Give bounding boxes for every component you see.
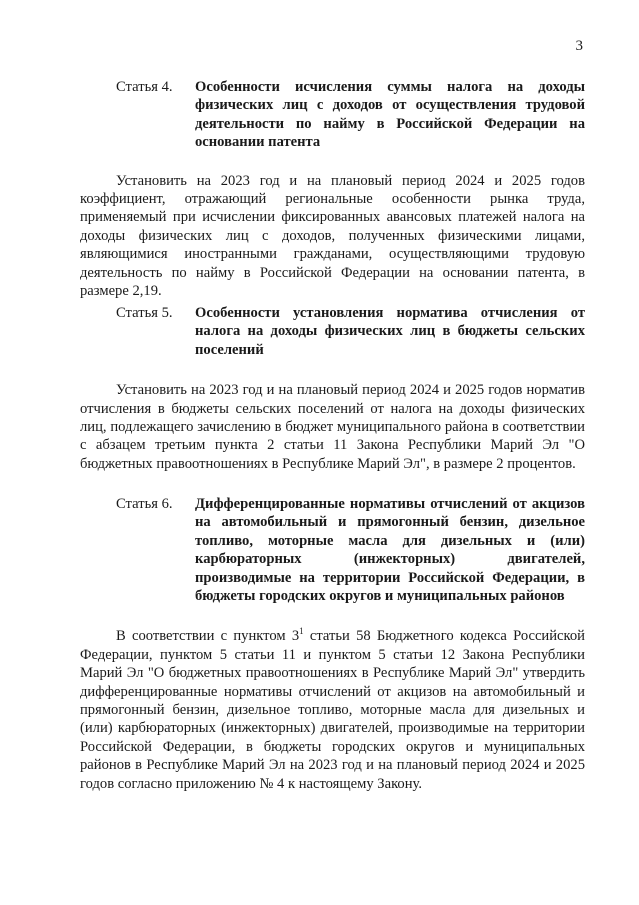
article-4	[80, 78, 585, 300]
article-6-header	[80, 495, 585, 605]
article-6-title: Дифференцированные нормативы отчислений от акцизов на автомобильный и прямогонный бензин, дизельное топливо, моторные масла для дизельных и (или) карбюраторных (инжекторных) двигателей, производимые на территории Российской Федерации, в бюджеты городских округов и муниципальных районов	[195, 496, 585, 605]
article-6-body	[80, 627, 585, 793]
article-5-title: Особенности установления норматива отчисления от налога на доходы физических лиц в бюджеты сельских поселений	[195, 305, 585, 358]
article-5-header	[80, 304, 585, 359]
page-number: 3	[575, 38, 583, 54]
article-5	[80, 304, 585, 473]
article-5-label: Статья 5.	[116, 305, 173, 321]
article-6-body-rest: статьи 58 Бюджетного кодекса Российской Федерации, пунктом 5 статьи 11 и пунктом 5 статьи 12 Закона Республики Марий Эл "О бюджетных правоотношениях в Республике Марий Эл" утвердить дифференцированные нормативы отчислений от акцизов на автомобильный и прямогонный бензин, дизельное топливо, моторные масла для дизельных и (или) карбюраторных (инжекторных) двигателей, производимые на территории Российской Федерации, в бюджеты городских округов и муниципальных районов в Республике Марий Эл на 2023 год и на плановый период 2024 и 2025 годов согласно приложению № 4 к настоящему Закону.	[80, 628, 585, 792]
article-6-label: Статья 6.	[116, 496, 173, 512]
article-4-header	[80, 78, 585, 152]
article-6-body-start: В соответствии с пунктом 3	[116, 628, 300, 645]
superscript-index: 1	[299, 626, 304, 637]
article-4-body: Установить на 2023 год и на плановый период 2024 и 2025 годов коэффициент, отражающий региональные особенности рынка труда, применяемый при исчислении фиксированных авансовых платежей налога на доходы физических лиц с доходов, полученных физическими лицами, являющимися иностранными гражданами, осуществляющими трудовую деятельность по найму в Российской Федерации на основании патента, в размере 2,19.	[80, 172, 585, 300]
article-6	[80, 495, 585, 793]
article-4-label: Статья 4.	[116, 79, 173, 95]
article-5-body: Установить на 2023 год и на плановый период 2024 и 2025 годов норматив отчисления в бюджеты сельских поселений от налога на доходы физических лиц, подлежащего зачислению в бюджет муниципального района в соответствии с абзацем третьим пункта 2 статьи 11 Закона Республики Марий Эл "О бюджетных правоотношениях в Республике Марий Эл", в размере 2 процентов.	[80, 382, 585, 472]
article-4-title: Особенности исчисления суммы налога на доходы физических лиц с доходов от осуществления трудовой деятельности по найму в Российской Федерации на основании патента	[195, 79, 585, 151]
